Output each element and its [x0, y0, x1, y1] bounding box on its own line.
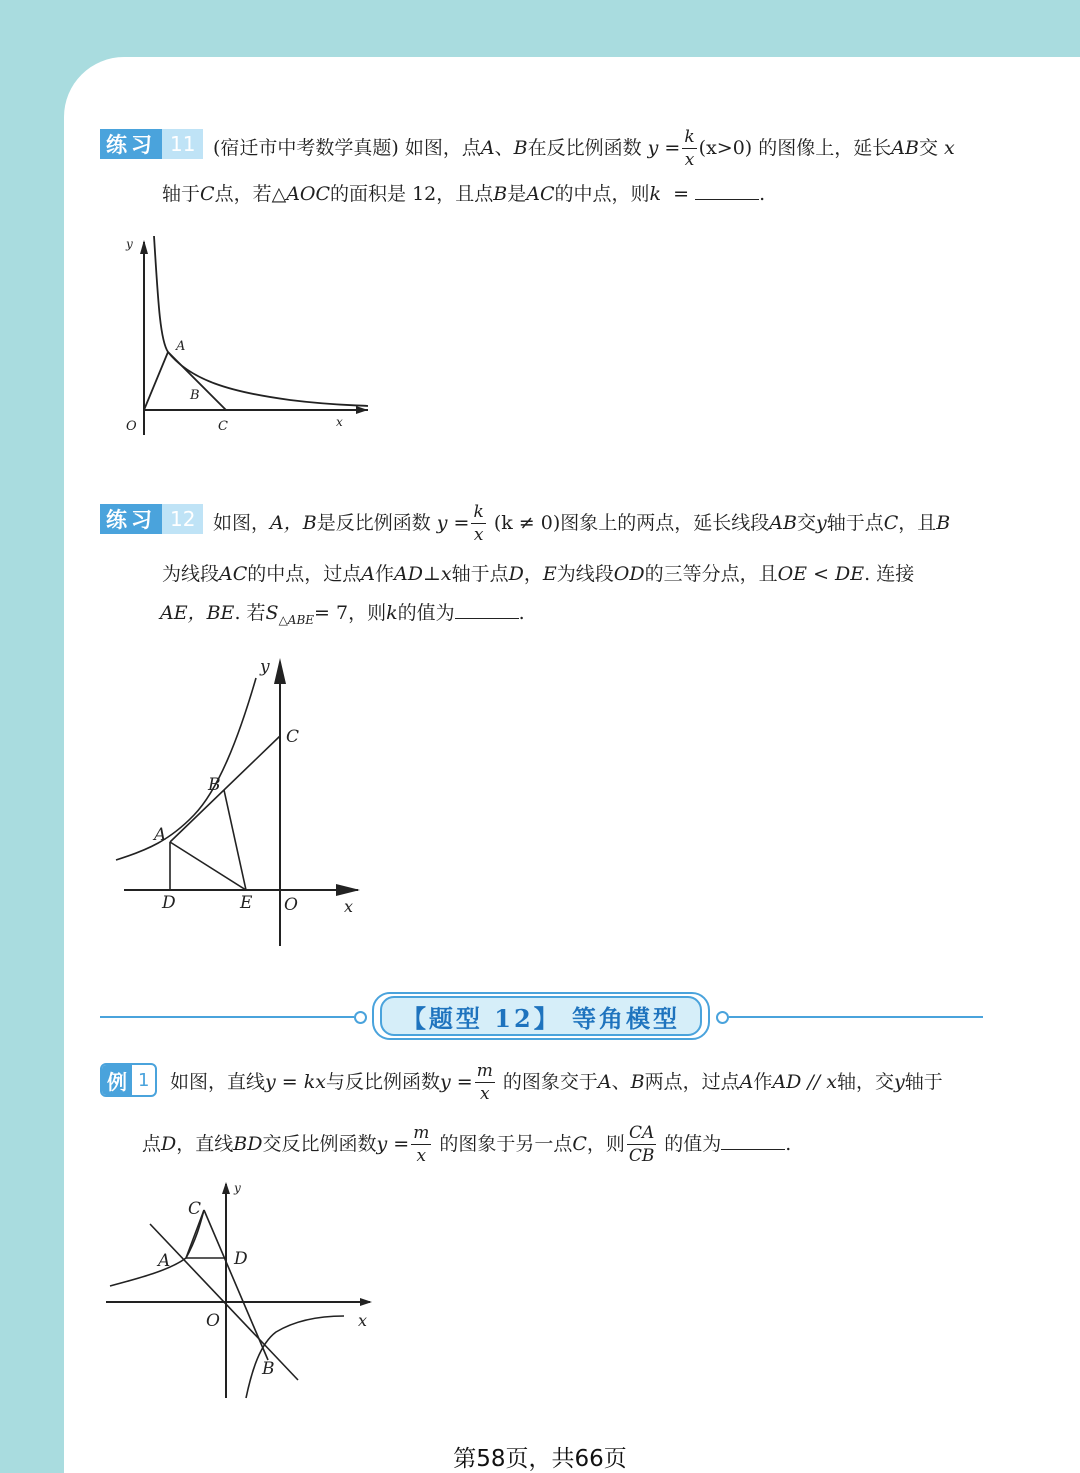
practice-number: 11 — [162, 129, 203, 159]
numerator: k — [684, 127, 695, 147]
text: 的值为 — [664, 1133, 722, 1155]
numerator: CA — [628, 1123, 655, 1143]
text: y — [815, 512, 827, 534]
text: . — [759, 183, 766, 205]
text: 两点，过点 — [644, 1071, 740, 1093]
fig-label-E: E — [240, 893, 253, 913]
text: 的值为 — [397, 602, 455, 624]
text: 与反比例函数 — [325, 1071, 440, 1093]
section-header-title: 【题型 12】 等角模型 — [380, 996, 702, 1036]
practice-label: 练习 — [100, 504, 162, 534]
section-rule-dot-left — [354, 1011, 367, 1024]
practice-12-line3 — [160, 598, 525, 635]
text: B — [513, 137, 528, 159]
text: (宿迁市中考数学真题) 如图，点 — [213, 137, 481, 159]
fig-label-x: x — [336, 415, 343, 429]
section-rule-dot-right — [716, 1011, 729, 1024]
fig-label-y: y — [126, 237, 133, 251]
text: △ABE — [278, 612, 315, 627]
text: 交 — [796, 512, 816, 534]
text: 为线段 — [556, 563, 614, 585]
example-1-badge — [100, 1063, 157, 1097]
text: = — [673, 183, 690, 205]
example-1-line1 — [170, 1063, 943, 1103]
fig-label-O: O — [206, 1311, 220, 1331]
numerator: m — [413, 1123, 430, 1143]
practice-12-badge — [100, 504, 203, 534]
answer-blank[interactable] — [455, 600, 519, 619]
text: ⊥ — [423, 563, 441, 585]
fig-label-D: D — [162, 893, 176, 913]
denominator: x — [473, 525, 484, 545]
text: 如图， — [213, 512, 271, 534]
text: 点，若△ — [214, 183, 287, 205]
text: AB — [769, 512, 797, 534]
text: y = — [436, 512, 470, 534]
fig-label-x: x — [358, 1311, 368, 1330]
text: D — [161, 1133, 177, 1155]
fraction-m-over-x — [475, 1063, 495, 1103]
text: 的面积是 12，且点 — [330, 183, 494, 205]
answer-blank[interactable] — [721, 1131, 785, 1150]
numerator: k — [473, 502, 484, 522]
text: B — [630, 1071, 645, 1093]
text: OE < DE — [777, 563, 865, 585]
text: x — [440, 563, 452, 585]
text: (k ≠ 0) — [493, 512, 561, 534]
text: C — [200, 183, 215, 205]
practice-11-badge — [100, 129, 203, 159]
text: ，直线 — [176, 1133, 234, 1155]
text: 如图，直线 — [170, 1071, 266, 1093]
fig-label-y: y — [234, 1181, 241, 1195]
text: k — [649, 183, 662, 205]
page-footer: 第58页，共66页 — [453, 1446, 627, 1472]
text: . 若 — [234, 602, 266, 624]
denominator: x — [479, 1084, 490, 1104]
text: AE，BE — [160, 602, 235, 624]
text: C — [883, 512, 899, 534]
fig-label-C: C — [188, 1199, 202, 1219]
fig-label-C: C — [286, 727, 300, 747]
text: A — [361, 563, 376, 585]
text: 图象上的两点，延长线段 — [560, 512, 770, 534]
answer-blank[interactable] — [695, 181, 759, 200]
example-number: 1 — [138, 1069, 150, 1091]
fig-label-B: B — [208, 775, 221, 795]
practice-number: 12 — [162, 504, 203, 534]
text: . 连接 — [864, 563, 915, 585]
text: E — [542, 563, 557, 585]
text: 的中点，则 — [554, 183, 650, 205]
text: = 7，则 — [314, 602, 387, 624]
section-rule-right — [729, 1016, 983, 1018]
text: y = — [647, 137, 681, 159]
practice-11-line2 — [162, 179, 765, 209]
text: BD — [233, 1133, 263, 1155]
denominator: x — [684, 150, 695, 170]
text: ， — [523, 563, 543, 585]
fig-label-D: D — [234, 1249, 248, 1269]
text: y = — [376, 1133, 410, 1155]
text: 轴于点 — [826, 512, 884, 534]
text: ，则 — [586, 1133, 625, 1155]
text: AD — [394, 563, 424, 585]
text: 是反比例函数 — [316, 512, 431, 534]
text: y = — [440, 1071, 473, 1093]
fig-label-O: O — [284, 895, 298, 915]
text: 、 — [611, 1071, 631, 1093]
text: 的中点，过点 — [247, 563, 362, 585]
denominator: CB — [628, 1146, 655, 1166]
text: AD // x — [772, 1071, 837, 1093]
text: 轴，交 — [836, 1071, 894, 1093]
fig-label-x: x — [344, 897, 354, 916]
text: 的图象于另一点 — [439, 1133, 573, 1155]
text: C — [572, 1133, 587, 1155]
fig-label-B: B — [190, 388, 200, 403]
denominator: x — [416, 1146, 427, 1166]
text: 的图像上，延长 — [758, 137, 892, 159]
text: S — [265, 602, 279, 624]
text: OD — [613, 563, 645, 585]
text: 在反比例函数 — [527, 137, 642, 159]
fig-label-A: A — [158, 1251, 171, 1271]
fraction-k-over-x — [682, 129, 696, 169]
fig-label-C: C — [218, 419, 228, 434]
fig-label-B: B — [262, 1359, 275, 1379]
text: 作 — [375, 563, 395, 585]
text: 为线段 — [162, 563, 220, 585]
text: 点 — [142, 1133, 162, 1155]
text: y = kx — [265, 1071, 326, 1093]
text: 轴于点 — [451, 563, 509, 585]
text: 交反比例函数 — [262, 1133, 377, 1155]
text: 的三等分点，且 — [644, 563, 778, 585]
text: 作 — [753, 1071, 773, 1093]
text: k — [386, 602, 398, 624]
text: B — [936, 512, 951, 534]
text: AC — [526, 183, 555, 205]
text: A — [597, 1071, 612, 1093]
text: 交 — [918, 137, 938, 159]
practice-12-figure — [108, 650, 370, 950]
text: 的图象交于 — [502, 1071, 598, 1093]
practice-12-line2 — [162, 559, 914, 589]
text: x — [944, 137, 955, 159]
text: ，且 — [898, 512, 937, 534]
text: D — [508, 563, 524, 585]
fig-label-A: A — [154, 825, 167, 845]
section-rule-left — [100, 1016, 354, 1018]
text: 是 — [507, 183, 527, 205]
text: B — [493, 183, 508, 205]
numerator: m — [476, 1061, 493, 1081]
practice-label: 练习 — [100, 129, 162, 159]
text: A — [480, 137, 495, 159]
practice-11-line1 — [213, 129, 955, 169]
text: AC — [219, 563, 248, 585]
example-1-figure — [100, 1180, 380, 1405]
text: AOC — [286, 183, 331, 205]
fig-label-y: y — [260, 657, 270, 677]
text: 轴于 — [904, 1071, 943, 1093]
text: . — [785, 1133, 792, 1155]
practice-11-figure — [110, 230, 380, 440]
text: y — [893, 1071, 905, 1093]
text: A，B — [270, 512, 317, 534]
text: AB — [891, 137, 919, 159]
text: 、 — [494, 137, 514, 159]
text: 轴于 — [162, 183, 201, 205]
fraction-m-over-x — [411, 1125, 431, 1165]
text: . — [518, 602, 525, 624]
text: A — [739, 1071, 754, 1093]
fig-label-A: A — [176, 339, 186, 354]
example-label: 例 — [102, 1065, 132, 1095]
practice-12-line1 — [213, 504, 950, 544]
text: (x>0) — [698, 137, 753, 159]
fig-label-O: O — [126, 419, 137, 434]
fraction-k-over-x — [471, 504, 485, 544]
fraction-ca-over-cb — [627, 1125, 656, 1165]
example-1-line2 — [142, 1125, 791, 1165]
